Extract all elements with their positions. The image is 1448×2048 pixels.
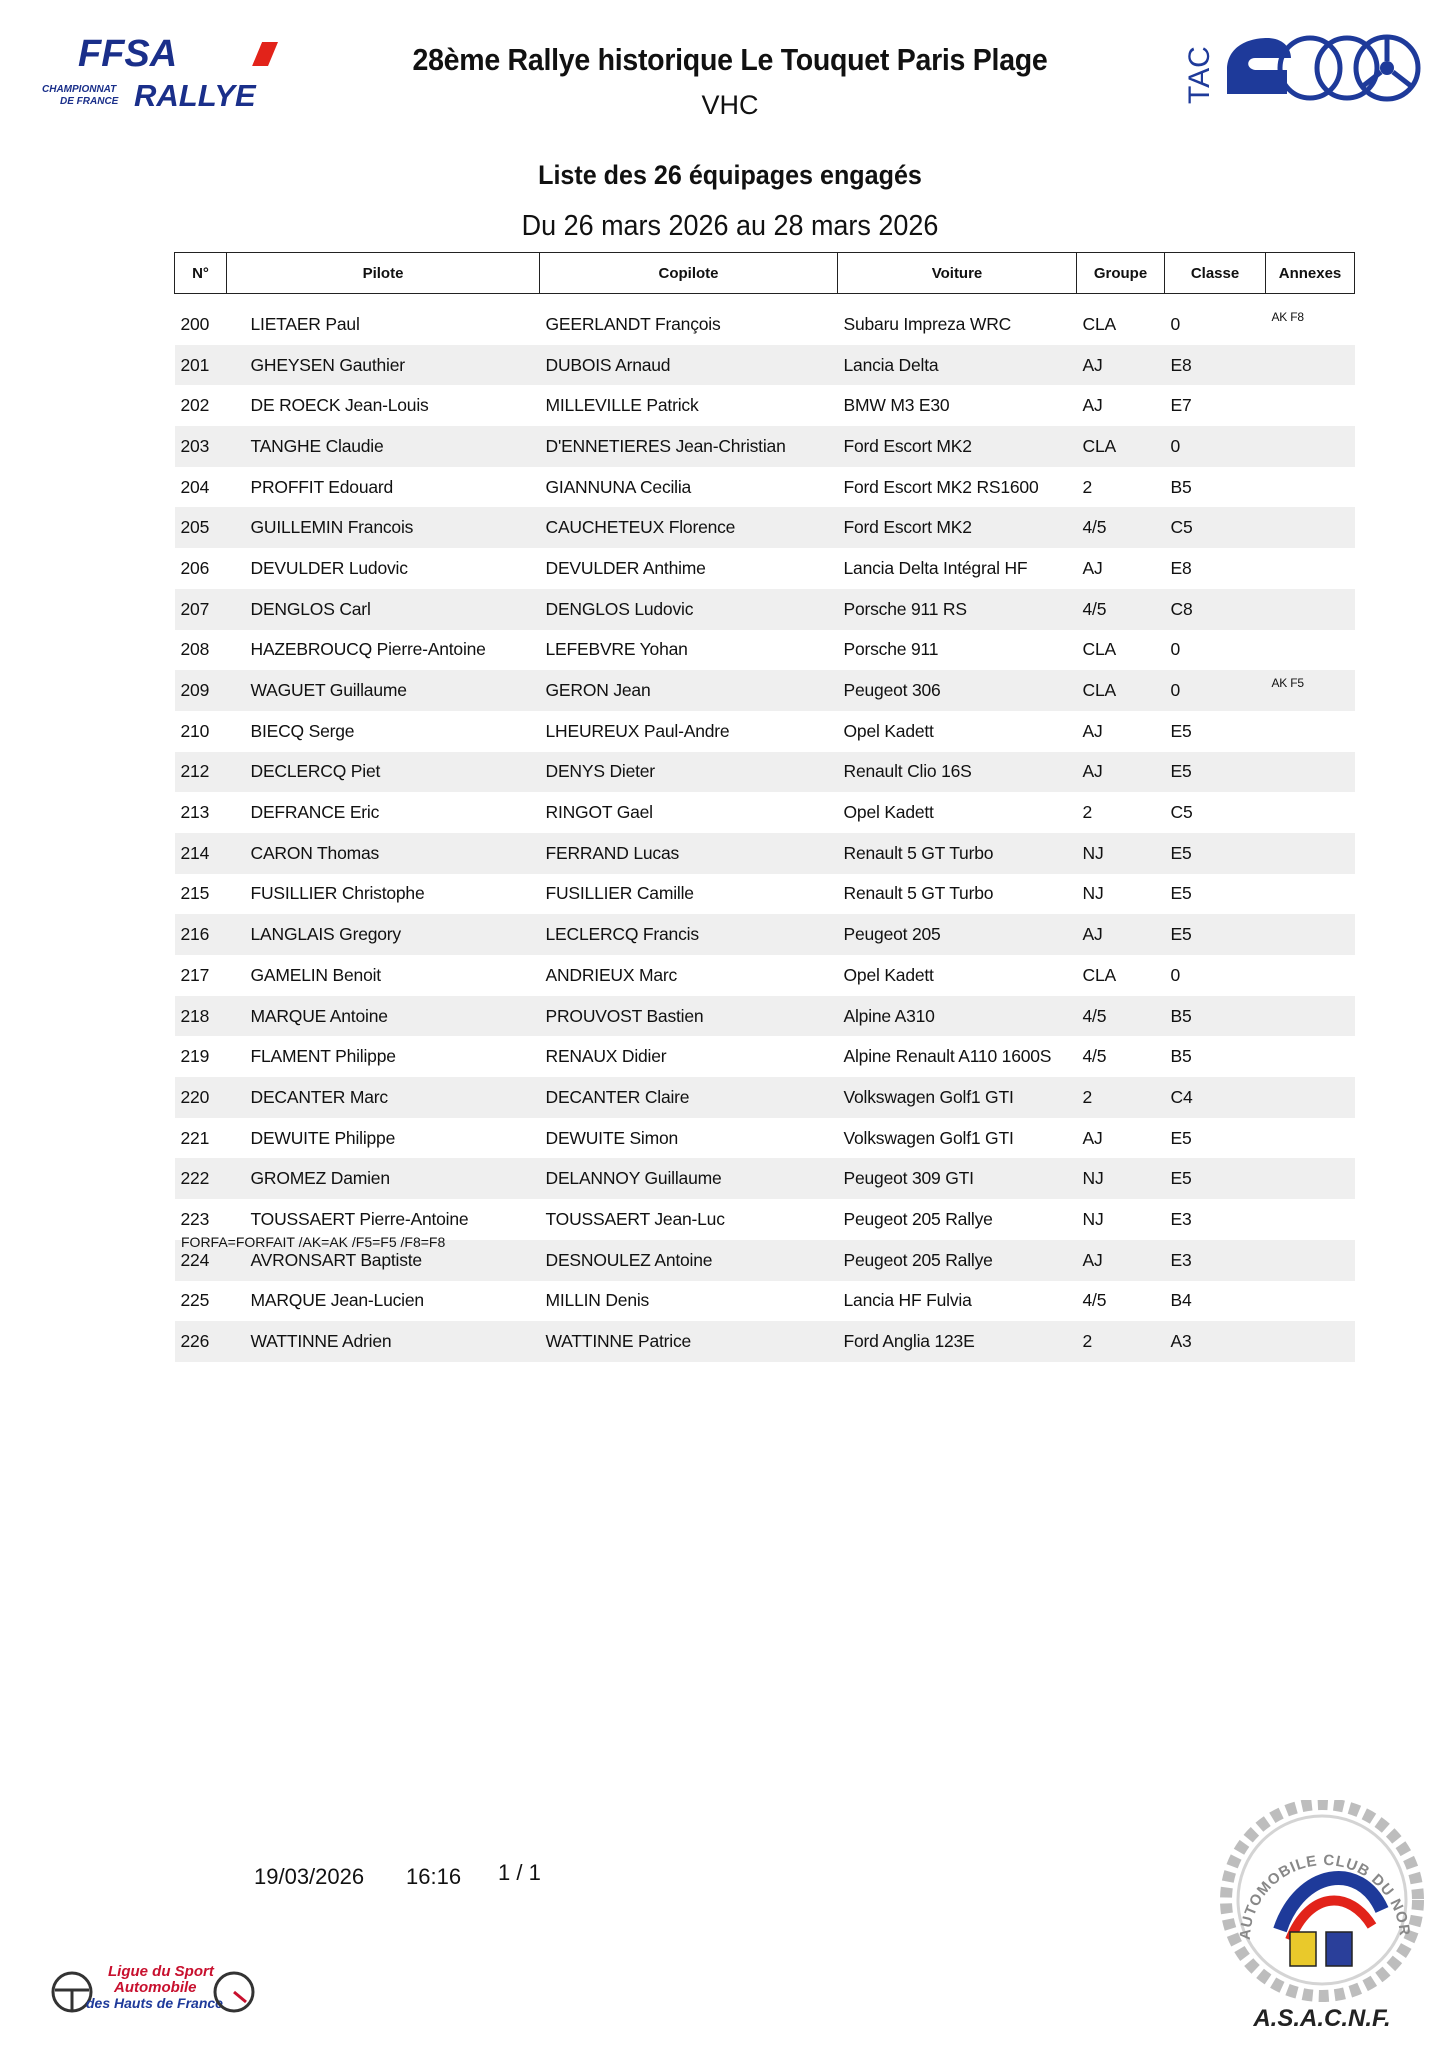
cell-classe: E5	[1165, 1158, 1266, 1199]
cell-groupe: 4/5	[1077, 507, 1165, 548]
cell-classe: E7	[1170, 395, 1192, 416]
cell-classe: B5	[1170, 1046, 1192, 1067]
cell-groupe: AJ	[1082, 395, 1103, 416]
cell-copilote: GERON Jean	[540, 670, 838, 711]
cell-copilote: RINGOT Gael	[545, 802, 653, 823]
cell-classe: B4	[1170, 1290, 1192, 1311]
cell-annexes	[1266, 1321, 1355, 1362]
cell-pilote: LANGLAIS Gregory	[227, 914, 540, 955]
cell-groupe: AJ	[1077, 752, 1165, 793]
cell-voiture: Ford Escort MK2	[838, 507, 1077, 548]
cell-voiture: Ford Escort MK2 RS1600	[843, 476, 1039, 497]
cell-annexes	[1266, 752, 1355, 793]
page-subtitle: VHC	[701, 90, 759, 120]
cell-annexes: AK F5	[1266, 670, 1355, 711]
cell-voiture: Renault Clio 16S	[838, 752, 1077, 793]
table-row	[175, 1036, 1355, 1077]
column-header-classe: Classe	[1165, 253, 1266, 294]
table-row	[175, 1281, 1355, 1322]
cell-voiture: Peugeot 205 Rallye	[838, 1240, 1077, 1281]
ffsa-logo-line2: DE FRANCE	[60, 96, 119, 107]
table-row	[175, 467, 1355, 508]
cell-copilote: DESNOULEZ Antoine	[540, 1240, 838, 1281]
cell-pilote: GAMELIN Benoit	[250, 964, 381, 985]
cell-voiture: Lancia HF Fulvia	[843, 1290, 972, 1311]
cell-number: 225	[180, 1290, 210, 1311]
cell-pilote: AVRONSART Baptiste	[227, 1240, 540, 1281]
cell-voiture: Volkswagen Golf1 GTI	[843, 1127, 1014, 1148]
cell-annexes	[1266, 345, 1355, 386]
cell-voiture: Peugeot 205	[838, 914, 1077, 955]
cell-classe: E5	[1165, 833, 1266, 874]
cell-voiture: Porsche 911 RS	[838, 589, 1077, 630]
asacnf-ring-text: AUTOMOBILE CLUB DU NOR	[1236, 1851, 1414, 1941]
cell-voiture: Volkswagen Golf1 GTI	[838, 1077, 1077, 1118]
cell-groupe: CLA	[1077, 426, 1165, 467]
cell-pilote: FLAMENT Philippe	[250, 1046, 396, 1067]
cell-pilote: GHEYSEN Gauthier	[227, 345, 540, 386]
cell-pilote: DEFRANCE Eric	[250, 802, 380, 823]
event-date-range: Du 26 mars 2026 au 28 mars 2026	[521, 210, 939, 242]
print-time: 16:16	[406, 1864, 462, 1889]
cell-number: 218	[175, 996, 227, 1037]
cell-copilote: DUBOIS Arnaud	[540, 345, 838, 386]
cell-number: 217	[180, 964, 210, 985]
cell-groupe: 4/5	[1082, 1290, 1107, 1311]
cell-annexes	[1266, 996, 1355, 1037]
cell-pilote: GROMEZ Damien	[227, 1158, 540, 1199]
table-row	[175, 385, 1355, 426]
table-row	[175, 996, 1355, 1037]
column-header-pilote: Pilote	[227, 253, 540, 294]
cell-groupe: 4/5	[1077, 589, 1165, 630]
column-header-voiture: Voiture	[838, 253, 1077, 294]
cell-voiture: Lancia Delta Intégral HF	[843, 557, 1028, 578]
table-row	[175, 304, 1355, 345]
column-header-groupe: Groupe	[1077, 253, 1165, 294]
cell-annexes	[1266, 385, 1355, 426]
cell-pilote: BIECQ Serge	[250, 720, 355, 741]
cell-pilote: HAZEBROUCQ Pierre-Antoine	[250, 639, 486, 660]
cell-voiture: Ford Escort MK2	[838, 426, 1077, 467]
column-header-copilote: Copilote	[540, 253, 838, 294]
cell-pilote: GUILLEMIN Francois	[227, 507, 540, 548]
column-header-annexes: Annexes	[1266, 253, 1355, 294]
cell-copilote: DELANNOY Guillaume	[540, 1158, 838, 1199]
cell-number: 212	[175, 752, 227, 793]
cell-groupe: CLA	[1082, 639, 1116, 660]
table-row	[175, 426, 1355, 467]
table-header-row	[175, 253, 1355, 294]
asacnf-logo	[1210, 1800, 1435, 2035]
cell-classe: E8	[1170, 557, 1192, 578]
cell-groupe: CLA	[1077, 670, 1165, 711]
entries-table	[174, 252, 1354, 1362]
cell-annexes	[1266, 833, 1355, 874]
ligue-sport-automobile-logo	[50, 1960, 270, 2020]
cell-copilote: DEWUITE Simon	[545, 1127, 679, 1148]
cell-copilote: GEERLANDT François	[545, 313, 721, 334]
cell-copilote: FUSILLIER Camille	[545, 883, 694, 904]
legend-note: FORFA=FORFAIT /AK=AK /F5=F5 /F8=F8	[181, 1234, 446, 1250]
cell-voiture: Ford Anglia 123E	[838, 1321, 1077, 1362]
table-row	[175, 589, 1355, 630]
cell-classe: E5	[1165, 752, 1266, 793]
cell-pilote: PROFFIT Edouard	[250, 476, 394, 497]
cell-voiture: Opel Kadett	[843, 964, 934, 985]
cell-annexes	[1266, 1240, 1355, 1281]
cell-voiture: Porsche 911	[843, 639, 939, 660]
print-date: 19/03/2026	[254, 1864, 365, 1889]
cell-classe: 0	[1170, 639, 1181, 660]
ffsa-championnat-rallye-logo	[40, 36, 280, 120]
cell-annexes	[1266, 711, 1355, 752]
cell-classe: 0	[1165, 426, 1266, 467]
entry-list-title: Liste des 26 équipages engagés	[538, 160, 922, 190]
cell-voiture: Renault 5 GT Turbo	[838, 833, 1077, 874]
cell-annexes	[1266, 914, 1355, 955]
cell-classe: 0	[1165, 670, 1266, 711]
steering-wheel-icon	[1356, 37, 1418, 99]
cell-number: 200	[180, 313, 210, 334]
cell-pilote: MARQUE Jean-Lucien	[250, 1290, 424, 1311]
cell-voiture: Alpine Renault A110 1600S	[843, 1046, 1052, 1067]
cell-annexes	[1266, 426, 1355, 467]
table-row	[175, 792, 1355, 833]
cell-voiture: Alpine A310	[838, 996, 1077, 1037]
cell-groupe: NJ	[1082, 883, 1104, 904]
table-row	[175, 914, 1355, 955]
cell-groupe: AJ	[1077, 914, 1165, 955]
cell-annexes	[1266, 548, 1355, 589]
cell-groupe: 2	[1082, 476, 1093, 497]
cell-voiture: Subaru Impreza WRC	[843, 313, 1012, 334]
cell-copilote: ANDRIEUX Marc	[545, 964, 678, 985]
cell-number: 223	[180, 1208, 210, 1229]
ligue-logo-line1: Ligue du Sport	[108, 1963, 214, 1980]
cell-annexes	[1266, 1281, 1355, 1322]
cell-classe: C4	[1165, 1077, 1266, 1118]
cell-copilote: MILLEVILLE Patrick	[545, 395, 699, 416]
cell-number: 220	[175, 1077, 227, 1118]
cell-copilote: DECANTER Claire	[540, 1077, 838, 1118]
cell-copilote: LEFEBVRE Yohan	[545, 639, 688, 660]
ligue-logo-line3: des Hauts de France	[86, 1995, 223, 2011]
cell-number: 226	[175, 1321, 227, 1362]
cell-number: 202	[180, 395, 210, 416]
cell-number: 221	[180, 1127, 210, 1148]
cell-number: 201	[175, 345, 227, 386]
cell-annexes	[1266, 1158, 1355, 1199]
cell-copilote: PROUVOST Bastien	[540, 996, 838, 1037]
cell-copilote: DENYS Dieter	[540, 752, 838, 793]
cell-annexes	[1266, 1077, 1355, 1118]
cell-copilote: CAUCHETEUX Florence	[540, 507, 838, 548]
cell-copilote: DEVULDER Anthime	[545, 557, 706, 578]
cell-pilote: TANGHE Claudie	[227, 426, 540, 467]
cell-annexes	[1266, 1118, 1355, 1159]
cell-number: 214	[175, 833, 227, 874]
cell-annexes	[1266, 874, 1355, 915]
cell-number: 222	[175, 1158, 227, 1199]
cell-classe: E5	[1170, 1127, 1192, 1148]
page-title: 28ème Rallye historique Le Touquet Paris Plage	[412, 42, 1048, 77]
cell-pilote: LIETAER Paul	[250, 313, 360, 334]
ffsa-logo-line1: CHAMPIONNAT	[42, 84, 117, 95]
cell-groupe: NJ	[1082, 1208, 1104, 1229]
cell-classe: A3	[1165, 1321, 1266, 1362]
cell-copilote: RENAUX Didier	[545, 1046, 667, 1067]
table-row	[175, 874, 1355, 915]
cell-pilote: WAGUET Guillaume	[227, 670, 540, 711]
table-row	[175, 1158, 1355, 1199]
cell-annexes	[1266, 1036, 1355, 1077]
page-number: 1 / 1	[498, 1860, 541, 1885]
cell-groupe: AJ	[1082, 1127, 1103, 1148]
cell-classe: C8	[1165, 589, 1266, 630]
column-header-number: N°	[175, 253, 227, 294]
cell-voiture: Opel Kadett	[843, 720, 934, 741]
cell-number: 208	[180, 639, 210, 660]
cell-pilote: DE ROECK Jean-Louis	[250, 395, 429, 416]
cell-annexes	[1266, 507, 1355, 548]
asacnf-name: A.S.A.C.N.F.	[1253, 2005, 1391, 2032]
table-body	[175, 304, 1355, 1362]
cell-annexes	[1266, 1199, 1355, 1240]
cell-classe: C5	[1170, 802, 1193, 823]
cell-pilote: CARON Thomas	[227, 833, 540, 874]
table-row	[175, 507, 1355, 548]
cell-copilote: D'ENNETIERES Jean-Christian	[540, 426, 838, 467]
cell-groupe: NJ	[1077, 1158, 1165, 1199]
cell-voiture: Peugeot 309 GTI	[838, 1158, 1077, 1199]
cell-groupe: 4/5	[1077, 996, 1165, 1037]
cell-copilote: WATTINNE Patrice	[540, 1321, 838, 1362]
ligue-logo-line2: Automobile	[114, 1979, 197, 1996]
table-row	[175, 345, 1355, 386]
cell-pilote: DENGLOS Carl	[227, 589, 540, 630]
cell-pilote: DECANTER Marc	[227, 1077, 540, 1118]
cell-classe: E8	[1165, 345, 1266, 386]
ffsa-logo-brand: FFSA	[78, 36, 178, 75]
ffsa-logo-word: RALLYE	[134, 78, 256, 113]
table-row	[175, 752, 1355, 793]
cell-voiture: Lancia Delta	[838, 345, 1077, 386]
cell-copilote: DENGLOS Ludovic	[540, 589, 838, 630]
cell-annexes	[1266, 467, 1355, 508]
cell-number: 203	[175, 426, 227, 467]
cell-voiture: Peugeot 205 Rallye	[843, 1208, 993, 1229]
cell-number: 219	[180, 1046, 210, 1067]
cell-voiture: Renault 5 GT Turbo	[843, 883, 994, 904]
cell-annexes	[1266, 792, 1355, 833]
cell-annexes	[1266, 589, 1355, 630]
cell-number: 213	[180, 802, 210, 823]
cell-pilote: FUSILLIER Christophe	[250, 883, 425, 904]
table-row	[175, 833, 1355, 874]
cell-number: 210	[180, 720, 210, 741]
cell-copilote: LECLERCQ Francis	[540, 914, 838, 955]
cell-pilote: DEWUITE Philippe	[250, 1127, 396, 1148]
cell-groupe: CLA	[1082, 964, 1116, 985]
cell-copilote: TOUSSAERT Jean-Luc	[545, 1208, 725, 1229]
cell-voiture: BMW M3 E30	[843, 395, 950, 416]
table-row	[175, 630, 1355, 671]
tac-logo-text: TAC	[1183, 46, 1216, 104]
cell-groupe: AJ	[1077, 345, 1165, 386]
cell-annexes	[1266, 630, 1355, 671]
cell-copilote: MILLIN Denis	[545, 1290, 650, 1311]
cell-groupe: 2	[1082, 802, 1093, 823]
cell-groupe: NJ	[1077, 833, 1165, 874]
table-row	[175, 1118, 1355, 1159]
cell-copilote: FERRAND Lucas	[540, 833, 838, 874]
cell-groupe: AJ	[1077, 1240, 1165, 1281]
cell-number: 206	[180, 557, 210, 578]
table-row	[175, 955, 1355, 996]
cell-number: 207	[175, 589, 227, 630]
cell-pilote: TOUSSAERT Pierre-Antoine	[250, 1208, 469, 1229]
tac-logo	[1175, 32, 1425, 112]
cell-groupe: 4/5	[1082, 1046, 1107, 1067]
cell-pilote: DEVULDER Ludovic	[250, 557, 408, 578]
cell-copilote: GIANNUNA Cecilia	[545, 476, 692, 497]
table-row	[175, 1321, 1355, 1362]
cell-classe: C5	[1165, 507, 1266, 548]
cell-pilote: DECLERCQ Piet	[227, 752, 540, 793]
cell-groupe: AJ	[1082, 720, 1103, 741]
cell-classe: E3	[1165, 1240, 1266, 1281]
cell-classe: 0	[1170, 964, 1181, 985]
cell-annexes: AK F8	[1271, 310, 1304, 324]
cell-voiture: Peugeot 306	[838, 670, 1077, 711]
cell-classe: E3	[1170, 1208, 1192, 1229]
cell-classe: E5	[1165, 914, 1266, 955]
table-row	[175, 548, 1355, 589]
cell-number: 205	[175, 507, 227, 548]
cell-voiture: Opel Kadett	[843, 802, 934, 823]
cell-classe: 0	[1170, 313, 1181, 334]
cell-classe: B5	[1165, 996, 1266, 1037]
cell-number: 204	[180, 476, 210, 497]
cell-groupe: 2	[1077, 1077, 1165, 1118]
speedometer-icon	[215, 1973, 253, 2011]
cell-classe: B5	[1170, 476, 1192, 497]
cell-pilote: MARQUE Antoine	[227, 996, 540, 1037]
cell-pilote: WATTINNE Adrien	[227, 1321, 540, 1362]
cell-number: 215	[180, 883, 210, 904]
cell-groupe: 2	[1077, 1321, 1165, 1362]
cell-classe: E5	[1170, 720, 1192, 741]
table-row	[175, 1077, 1355, 1118]
cell-number: 216	[175, 914, 227, 955]
table-row	[175, 711, 1355, 752]
table-row	[175, 670, 1355, 711]
cell-number: 224	[175, 1240, 227, 1281]
cell-groupe: AJ	[1082, 557, 1103, 578]
cell-number: 209	[175, 670, 227, 711]
cell-groupe: CLA	[1082, 313, 1116, 334]
cell-annexes	[1266, 955, 1355, 996]
cell-copilote: LHEUREUX Paul-Andre	[545, 720, 730, 741]
cell-classe: E5	[1170, 883, 1192, 904]
